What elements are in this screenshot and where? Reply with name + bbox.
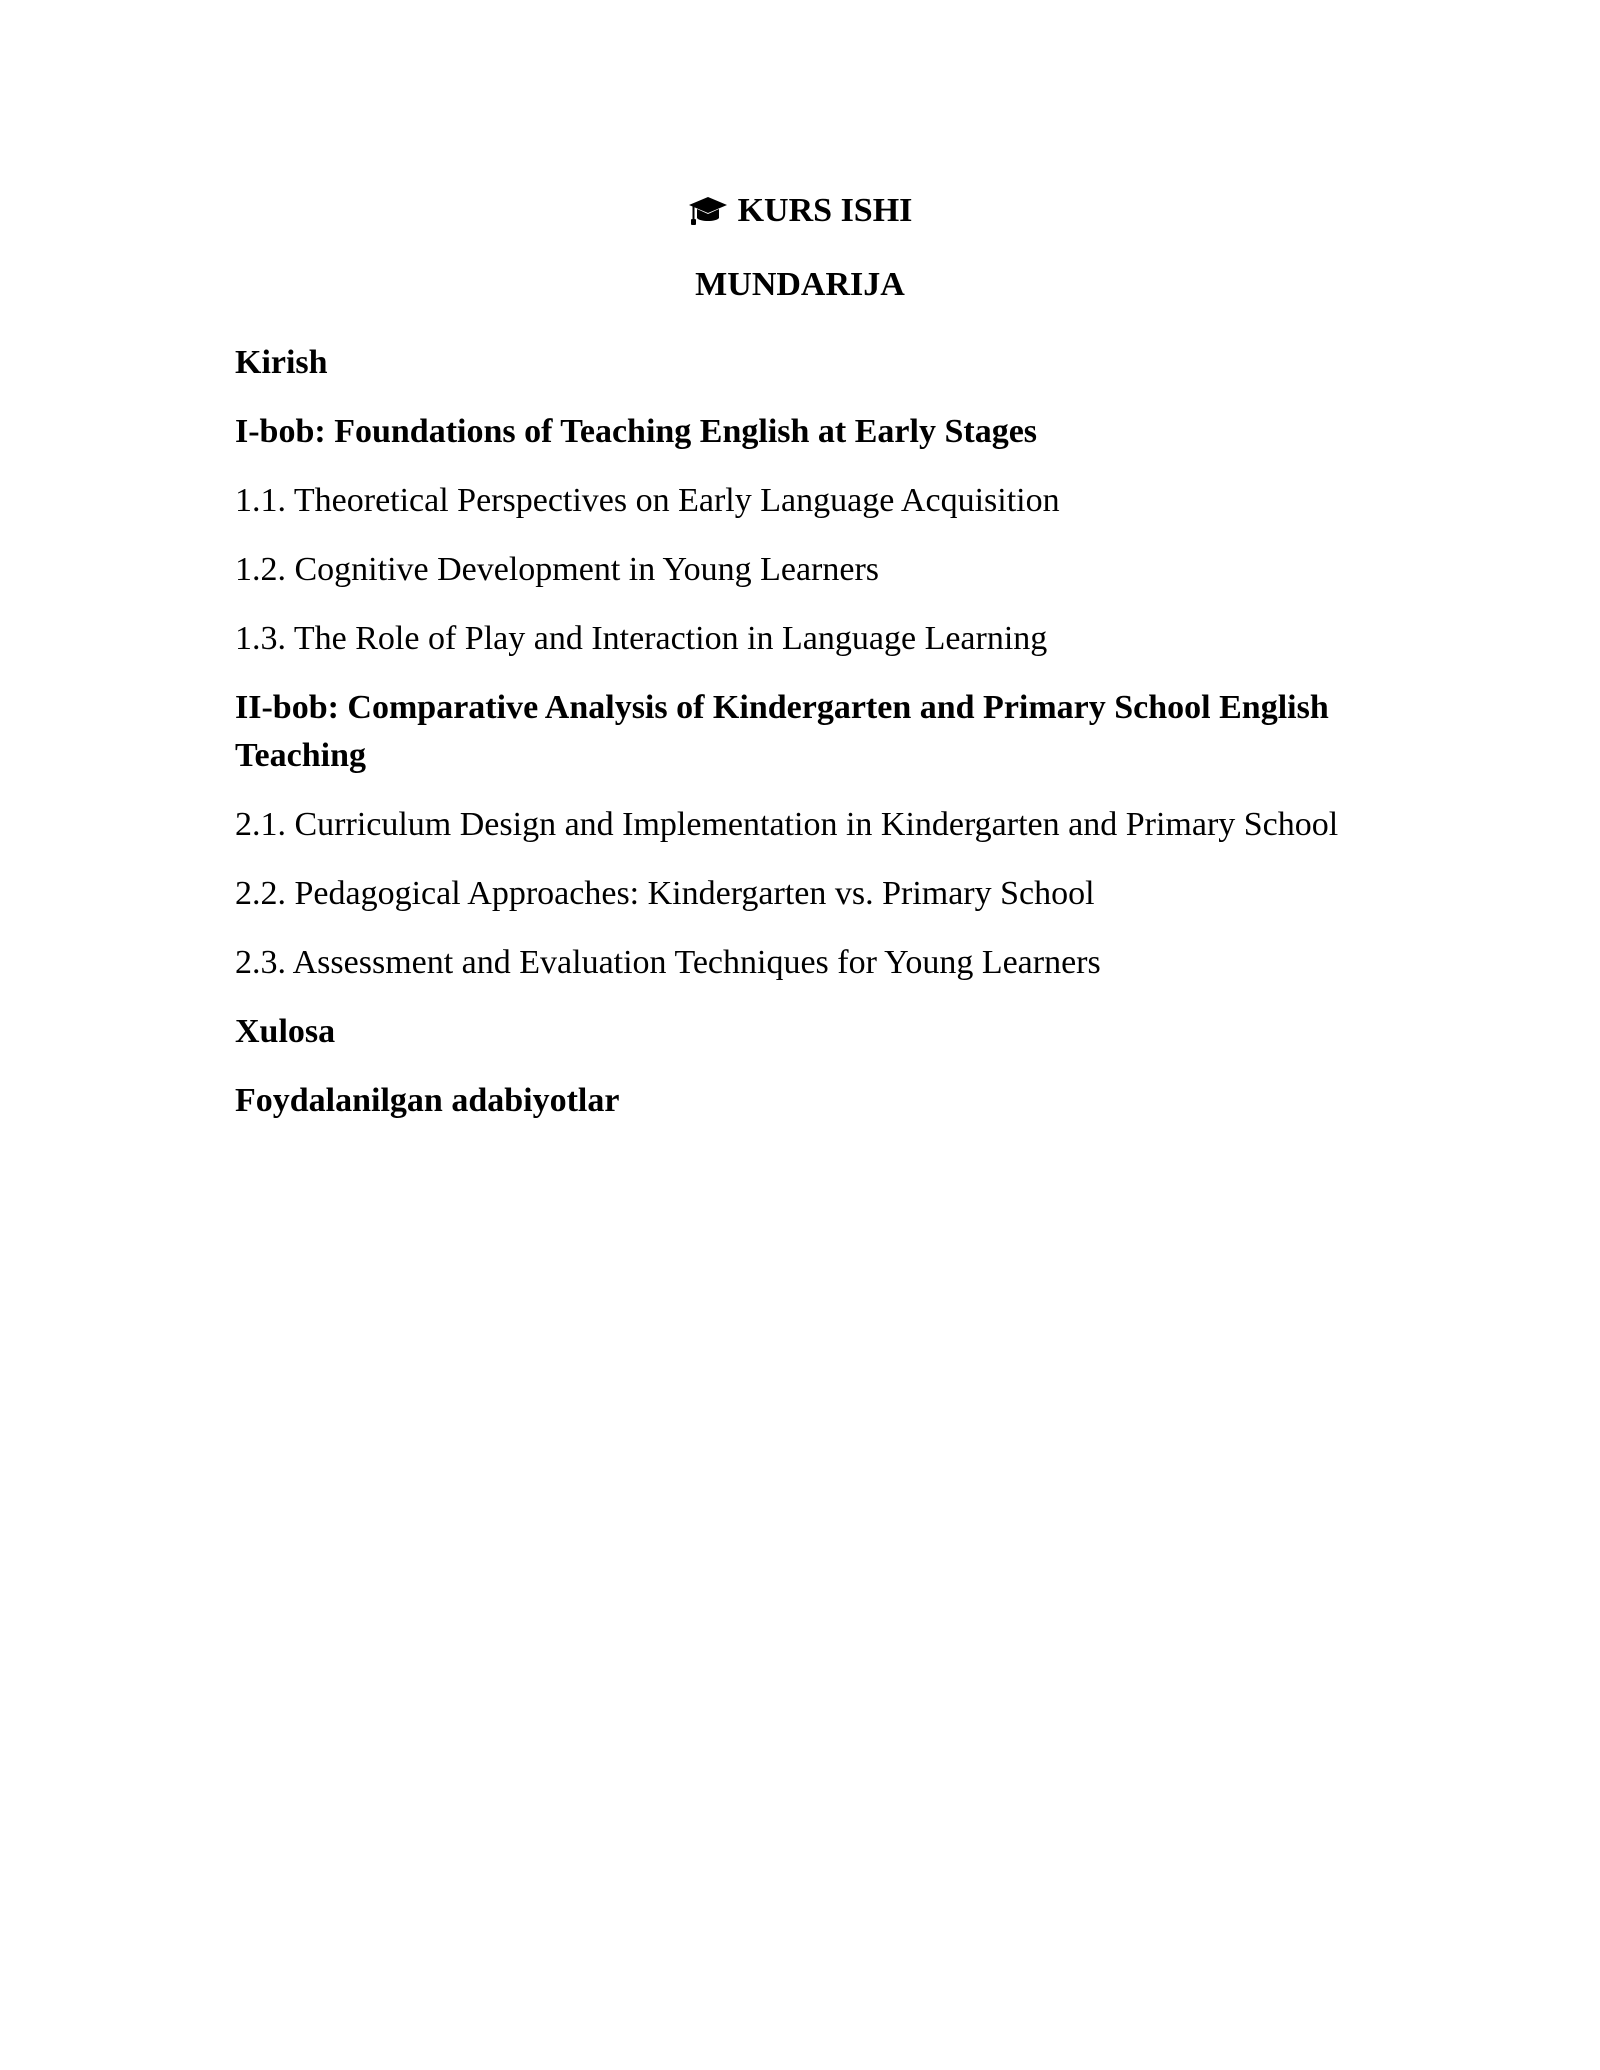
- toc-chapter-entry: Xulosa: [235, 1013, 336, 1050]
- toc-chapter-entry: Foydalanilgan adabiyotlar: [235, 1082, 620, 1119]
- document-title-text: KURS ISHI: [737, 192, 913, 229]
- document-title-row: [688, 191, 913, 231]
- toc-chapter-entry: Kirish: [235, 344, 328, 381]
- table-of-contents: [235, 339, 1365, 1146]
- toc-section-entry: 1.3. The Role of Play and Interaction in Language Learning: [235, 620, 1048, 657]
- table-of-contents-heading: MUNDARIJA: [695, 266, 905, 303]
- toc-section-entry: 2.3. Assessment and Evaluation Techniques for Young Learners: [235, 944, 1101, 981]
- toc-chapter-entry: II-bob: Comparative Analysis of Kindergarten and Primary School English Teaching: [235, 689, 1329, 774]
- toc-section-entry: 2.2. Pedagogical Approaches: Kindergarten vs. Primary School: [235, 875, 1095, 912]
- toc-section-entry: 2.1. Curriculum Design and Implementation in Kindergarten and Primary School: [235, 806, 1339, 843]
- graduation-cap-icon: [688, 193, 728, 229]
- toc-section-entry: 1.1. Theoretical Perspectives on Early Language Acquisition: [235, 482, 1060, 519]
- toc-chapter-entry: I-bob: Foundations of Teaching English at Early Stages: [235, 413, 1038, 450]
- toc-section-entry: 1.2. Cognitive Development in Young Learners: [235, 551, 880, 588]
- document-title: [0, 191, 1600, 239]
